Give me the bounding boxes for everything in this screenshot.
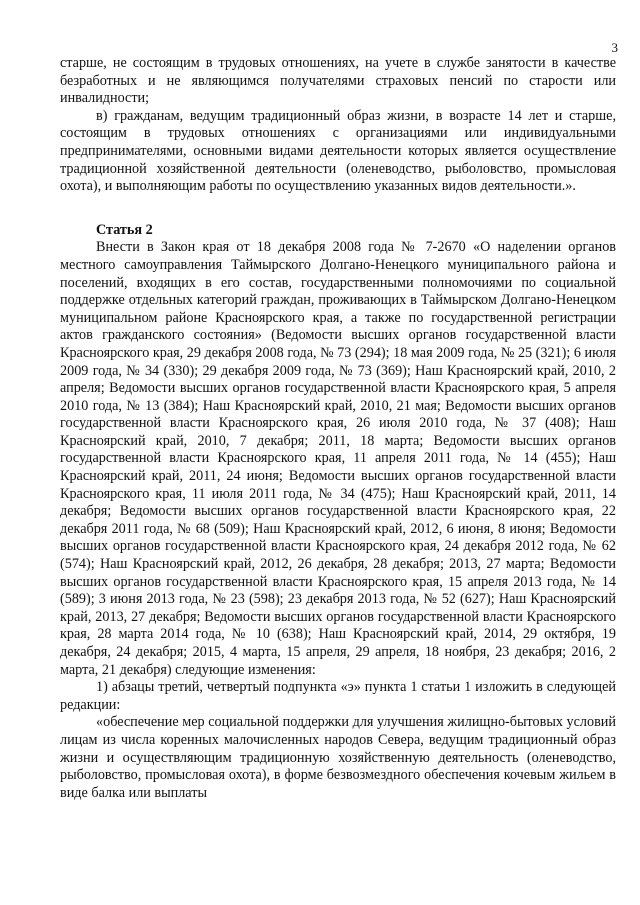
paragraph-item-v: в) гражданам, ведущим традиционный образ жизни, в возрасте 14 лет и старше, состоящим в трудовых отношениях с организациями или индивидуальными предпринимателями, основными видами деятельности которых является осуществление традиционной хозяйственной деятельности (оленеводство, рыболовство, промысловая охота), и выполняющим работы по осуществлению указанных видов деятельности.». [60, 107, 616, 195]
paragraph-continuation: старше, не состоящим в трудовых отношениях, на учете в службе занятости в качестве безработных и не являющимся получателями страховых пенсий по старости или инвалидности; [60, 55, 616, 107]
paragraph-quoted-text: «обеспечение мер социальной поддержки для улучшения жилищно-бытовых условий лицам из числа коренных малочисленных народов Севера, ведущим традиционный образ жизни и осуществляющим традиционную хозяйственную деятельность (оленеводство, рыболовство, промысловая охота), в форме безвозмездного обеспечения кочевым жильем в виде балка или выплаты [60, 714, 616, 801]
section-gap [60, 196, 616, 214]
page-number: 3 [611, 40, 618, 55]
paragraph-amendment-intro: Внести в Закон края от 18 декабря 2008 года № 7-2670 «О наделении органов местного самоуправления Таймырского Долгано-Ненецкого муниципального района и поселений, входящих в его состав, государственными полномочиями по социальной поддержке отдельных категорий граждан, проживающих в Таймырском Долгано-Ненецком муниципальном районе Красноярского края, а также по государственной регистрации актов гражданского состояния» (Ведомости высших органов государственной власти Красноярского края, 29 декабря 2008 года, № 73 (294); 18 мая 2009 года, № 25 (321); 6 июля 2009 года, № 34 (330); 29 декабря 2009 года, № 73 (369); Наш Красноярский край, 2010, 2 апреля; Ведомости высших органов государственной власти Красноярского края, 5 апреля 2010 года, № 13 (384); Наш Красноярский край, 2010, 21 мая; Ведомости высших органов государственной власти Красноярского края, 26 июля 2010 года, № 37 (408); Наш Красноярский край, 2010, 7 декабря; 2011, 18 марта; Ведомости высших органов государственной власти Красноярского края, 11 апреля 2011 года, № 14 (455); Наш Красноярский край, 2011, 24 июня; Ведомости высших органов государственной власти Красноярского края, 11 июля 2011 года, № 34 (475); Наш Красноярский край, 2011, 14 декабря; Ведомости высших органов государственной власти Красноярского края, 22 декабря 2011 года, № 68 (509); Наш Красноярский край, 2012, 6 июня, 8 июня; Ведомости высших органов государственной власти Красноярского края, 24 декабря 2012 года, № 62 (574); Наш Красноярский край, 2012, 26 декабря, 28 декабря; 2013, 27 марта; Ведомости высших органов государственной власти Красноярского края, 15 апреля 2013 года, № 14 (589); 3 июня 2013 года, № 23 (598); 23 декабря 2013 года, № 52 (627); Наш Красноярский край, 2013, 27 декабря; Ведомости высших органов государственной власти Красноярского края, 28 марта 2014 года, № 10 (638); Наш Красноярский край, 2014, 29 октября, 19 декабря, 24 декабря; 2015, 4 марта, 15 апреля, 29 апреля, 18 ноября, 23 декабря; 2016, 2 марта, 21 декабря) следующие изменения: [60, 239, 616, 678]
paragraph-item-1: 1) абзацы третий, четвертый подпункта «э» пункта 1 статьи 1 изложить в следующей редакции: [60, 679, 616, 713]
article-heading: Статья 2 [96, 221, 153, 238]
document-body [60, 55, 616, 802]
